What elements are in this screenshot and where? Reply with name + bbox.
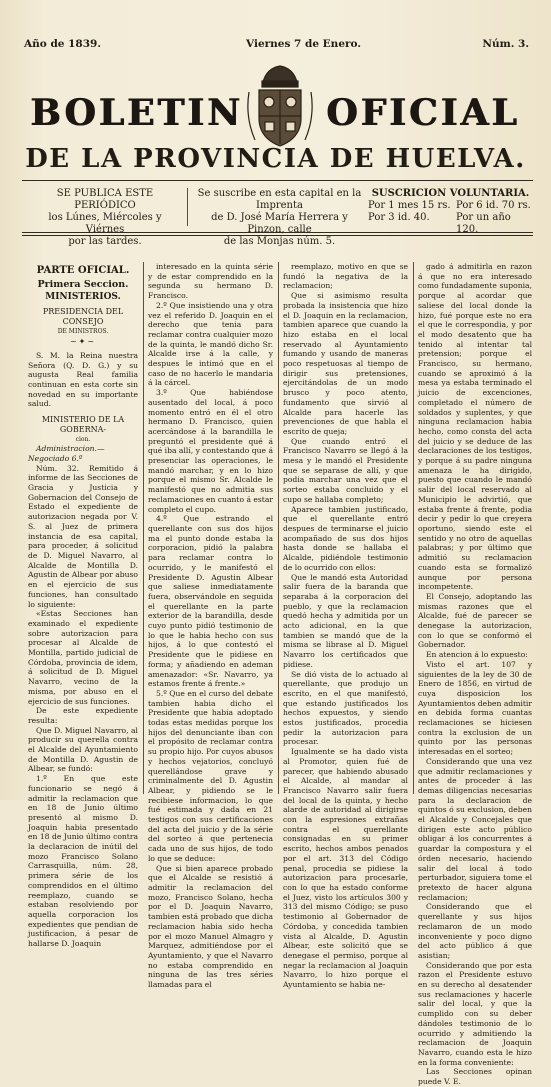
- paragraph: Aparece tambien justificado, que el querellante entró despues de terminarse el juicio acompañado de sus dos hijos hasta donde se hallaba el Alcalde, pidiéndole testimonio de lo ocurrido con ellos:: [283, 504, 408, 572]
- paragraph: reemplazo, motivo en que se fundó la negativa de la reclamacion;: [283, 262, 408, 291]
- masthead-title-left: BOLETIN: [30, 92, 243, 134]
- paragraph: 2.º Que insistiendo una y otra vez el referido D. Joaquin en el derecho que tenia para reclamar contra cualquier mozo de la quinta, le mandó dicho Sr. Alcalde irse á la calle, y despues le intimó que en el caso de no hacerlo le mandaria á la cárcel.: [148, 300, 273, 388]
- paragraph: Administracion.—Negociado 6.º: [28, 444, 105, 463]
- masthead-title: [26, 92, 531, 138]
- paragraph: Que cuando entró el Francisco Navarro se llegó á la mesa y le mandó el Presidente que se separase de allí, y que podia marchar una vez que el sorteo estaba concluido y el cupo se hallaba completo;: [283, 436, 408, 504]
- periodicity-block: [30, 188, 180, 248]
- section-subheading: cion.: [75, 435, 91, 443]
- section-heading: MINISTERIOS.: [45, 292, 121, 303]
- paragraph: interesado en la quinta série y de estar comprendido en la segunda su hermano D. Francisco.: [148, 262, 273, 301]
- periodicity-line: por las tardes.: [68, 236, 142, 247]
- column-divider: [413, 262, 414, 794]
- section-heading: Primera Seccion.: [37, 278, 129, 290]
- paragraph: 5.º Que en el curso del debate tambien habia dicho el Presidente que habia adoptado todas estas medidas porque los hijos del denunciante iban con el propósito de reclamar contra su propio hijo. Por cuyos abusos y hechos vejatorios, concluyó querellándose grave y criminalmente del D. Agustin Albear, y pidiendo se le recibiese informacion, lo que fué estimada y dada en 21 testigos con sus certificaciones del acta del juicio y de la série del sorteo á que pertenecia cada uno de sus hijos, de todo lo que se deduce:: [148, 688, 273, 863]
- subscription-line: Se suscribe en esta capital en la Imprenta: [197, 188, 362, 211]
- price-block: [368, 188, 533, 235]
- subscription-line: de las Monjas núm. 5.: [223, 236, 336, 247]
- divider-ornament: ~✦~: [69, 337, 97, 347]
- paragraph: Que le mandó esta Autoridad salir fuera de la baranda que separaba á la corporacion del pueblo, y que la reclamacion quedó hecha y admitida por un acto adicional, en la que tambien se mandó que de la misma se librase al D. Miguel Navarro los certificados que pidiese.: [283, 572, 408, 669]
- date-label: Viernes 7 de Enero.: [246, 38, 362, 50]
- masthead-subtitle: DE LA PROVINCIA DE HUELVA.: [25, 144, 526, 174]
- column-3: [283, 262, 408, 990]
- column-2: [148, 262, 273, 990]
- paragraph: Considerando que por esta razon el Presidente estuvo en su derecho al desatender sus reclamaciones y hacerle salir del local, y que la cumplido con su deber dándoles testimonio de lo ocurrido y admitiendo la reclamacion de Joaquin Navarro, cuando esta le hizo en la forma conveniente:: [418, 960, 532, 1067]
- year-label: Año de 1839.: [24, 38, 101, 50]
- column-1: [28, 262, 138, 949]
- price-cell: Por un año 120.: [456, 212, 511, 235]
- section-heading: MINISTERIO DE LA GOBERNA-: [41, 415, 125, 434]
- paragraph: 4.º Que estrando el querellante con sus dos hijos ma el punto donde estaba la corporacion, pidió la palabra para reclamar contra lo ocurrido, y le manifestó el Presidente D. Agustin Albear que saliese inmediatamente fuera, observándole en seguida el querellante en la parte exterior de la barandilla, desde cuyo punto pidió testimonio de lo que le habia hecho con sus hijos, á lo que contestó el Presidente que le pidiese en forma; y añadiendo en ademan amenazador: «Sr. Navarro, ya estamos frente á frente.»: [148, 514, 273, 689]
- price-cell: Por 1 mes 15 rs.: [368, 200, 451, 211]
- paragraph: Considerando que el querellante y sus hijos reclamaron de un modo inconveniente y poco digno del acto público á que asistian;: [418, 902, 532, 960]
- info-rule: [22, 235, 533, 236]
- subscription-line: de D. José María Herrera y Pinzon, calle: [211, 212, 348, 235]
- price-row: [368, 200, 533, 212]
- paragraph: En atencion á lo expuesto:: [426, 650, 528, 660]
- paragraph: Se dió vista de lo actuado al querellante, que produjo un escrito, en el que manifestó, que estando justificados los hechos expuestos, y siendo estos justificados, procedia pedir la autorizacion para procesar.: [283, 669, 408, 747]
- paragraph: gado á admitirla en razon á que no era interesado como fundadamente suponia, porque al acordar que saliese del local donde la hizo, fué porque este no era el que le correspondia, y por el modo desatento que ha tenido al intentar tal pretension; porque el Francisco, su hermano, cuando se aproximó á la mesa ya estaba terminado el juicio de excenciones, completado el número de soldados y suplentes, y que ninguna reclamacion habia hecho, como consta del acta del juicio y se deduce de las declaraciones de los testigos, y porque á su padre ninguna amenaza le ha dirigido, puesto que cuando le mandó salir del local reservado al Municipio le advirtió, que estaba frente á frente, podia decir y pedir lo que creyera oportuno, siendo este el sentido y no otro de aquellas palabras; y por último que admitió su reclamacion cuando esta se formalizó aunque por persona incompetente.: [418, 262, 532, 592]
- price-cell: Por 6 id. 70 rs.: [456, 200, 531, 211]
- paragraph: Que D. Miguel Navarro, al producir su querella contra el Alcalde del Ayuntamiento de Montilla D. Agustin de Albear, se fundó:: [28, 725, 138, 774]
- section-subheading: DE MINISTROS.: [57, 327, 109, 335]
- paragraph: Igualmente se ha dado vista al Promotor, quien fué de parecer, que habiendo abusado el Alcalde, al mandar al Francisco Navarro salir fuera del local de la quinta, y hecho alarde de autoridad al dirigirse con la espresiones extrañas contra el querellante consignadas en su primer escrito, hechos ambos penados por el art. 313 del Código penal, procedia se pidiese la autorizacion para procesarle, con lo que ha estado conforme el Juez, visto los artículos 300 y 313 del mismo Código; se puso testimonio al Gobernador de Córdoba, y concedida tambien vista al Alcalde, D. Agustin Albear, este solicitó que se denegase el permiso, porque al negar la reclamacion al Joaquin Navarro, lo hizo porque el Ayuntamiento se habia ne-: [283, 747, 408, 990]
- paragraph: Considerando que una vez que admitir reclamaciones y antes de proceder á las demas diligencias necesarias para la declaracion de quintos ó su exclusion, deben el Alcalde y Concejales que dirigen este acto público obligar á los concurrentes á guardar la compostura y el órden necesario, haciendo salir del local á todo perturbador, siguiera tome el pretexto de hacer alguna reclamacion;: [418, 756, 532, 902]
- column-divider: [278, 262, 279, 794]
- info-divider: [187, 188, 188, 226]
- dateline: [24, 38, 529, 52]
- subscription-title: SUSCRICION VOLUNTARIA.: [371, 188, 530, 199]
- masthead-title-right: OFICIAL: [326, 92, 520, 134]
- price-cell: Por 3 id. 40.: [368, 212, 430, 223]
- periodicity-line: SE PUBLICA ESTE PERIÓDICO: [56, 188, 154, 211]
- paragraph: Núm. 32. Remitido á informe de las Secciones de Gracia y Justicia y Gobernacion del Consejo de Estado el expediente de autorizacion negada por V. S. al Juez de primera instancia de esa capital, para proceder, á solicitud de D. Miguel Navarro, al Alcalde de Montilla D. Agustin de Albear por abuso en el ejercicio de sus funciones, han consultado lo siguiente:: [28, 463, 138, 609]
- paragraph: Que si bien aparece probado que el Alcalde se resistió á admitir la reclamacion del mozo, Francisco Solano, hecha por el D. Joaquin Navarro, tambien está probado que dicha reclamacion habia sido hecha por el mozo Manuel Almagro y Marquez, admitiéndose por el Ayuntamiento, y que el Navarro no estaba comprendido en ninguna de las tres séries llamadas para el: [148, 863, 273, 990]
- paragraph: El Consejo, adoptando las mismas razones que el Alcalde, fué de parecer se denegase la autorizacion, con lo que se conformó el Gobernador.: [418, 591, 532, 650]
- paragraph: 1.º En que este funcionario se negó á admitir la reclamacion que en 18 de Junio último presentó al mismo D. Joaquin habia presentado en 18 de Junio último contra la declaracion de inútil del mozo Francisco Solano Carrasquilla, núm. 28, primera série de los comprendidos en el último reemplazo, cuando se estaban resolviendo por aquella corporacion los expedientes que pendian de justificacion, á pesar de hallarse D. Joaquin: [28, 774, 138, 949]
- paragraph: Visto el art. 107 y siguientes de la ley de 30 de Enero de 1856, en virtud de cuya disposicion los Ayuntamientos deben admitir en debida forma cuantas reclamaciones se hiciesen contra la exclusion de un quinto por las personas interesadas en el sorteo;: [418, 659, 532, 757]
- price-row: [368, 212, 533, 235]
- paragraph: Que si asimismo resulta probada la insistencia que hizo el D. Joaquin en la reclamacion, tambien aparece que cuando la hizo estaba en el local reservado al Ayuntamiento fumando y usando de maneras poco respetuosas al tiempo de dirigir sus pretensiones, ejercitándolas de un modo brusco y poco atento, fundamento que sirvió al Alcalde para hacerle las prevenciones de que habla el escrito de queja;: [283, 291, 408, 436]
- paragraph: 3.º Que habiéndose ausentado del local, á poco momento entró en él el otro hermano D. Francisco, quien acercándose á la barandilla le preguntó el presidente qué á qué iba allí, y contestando que á presenciar las operaciones, le mandó marchar, y en lo hizo porque el mismo Sr. Alcalde le manifestó que no admitia sus reclamaciones en cuanto á estar completo el cupo.: [148, 388, 273, 514]
- periodicity-line: los Lúnes, Miércoles y Viérnes: [48, 212, 162, 235]
- header-rule: [22, 180, 533, 181]
- paragraph: S. M. la Reina nuestra Señora (Q. D. G.) y su augusta Real familia continuan en esta corte sin novedad en su importante salud.: [28, 350, 138, 409]
- paragraph: Las Secciones opinan puede V. E.: [418, 1067, 532, 1087]
- section-heading: PRESIDENCIA DEL CONSEJO: [42, 307, 124, 326]
- paragraph: «Estas Secciones han examinado el expediente sobre autorizacion para procesar al Alcalde de Montilla, partido judicial de Córdoba, provincia de idem, á solicitud de D. Miguel Navarro, vecino de la misma, por abuso en el ejercicio de sus funciones.: [28, 609, 138, 706]
- issue-number: Núm. 3.: [482, 38, 529, 50]
- column-divider: [143, 262, 144, 794]
- column-4: [418, 262, 532, 1087]
- paragraph: De este expediente resulta:: [28, 706, 138, 725]
- subscription-place-block: [192, 188, 367, 248]
- info-rule: [22, 232, 533, 233]
- section-heading: PARTE OFICIAL.: [36, 265, 130, 276]
